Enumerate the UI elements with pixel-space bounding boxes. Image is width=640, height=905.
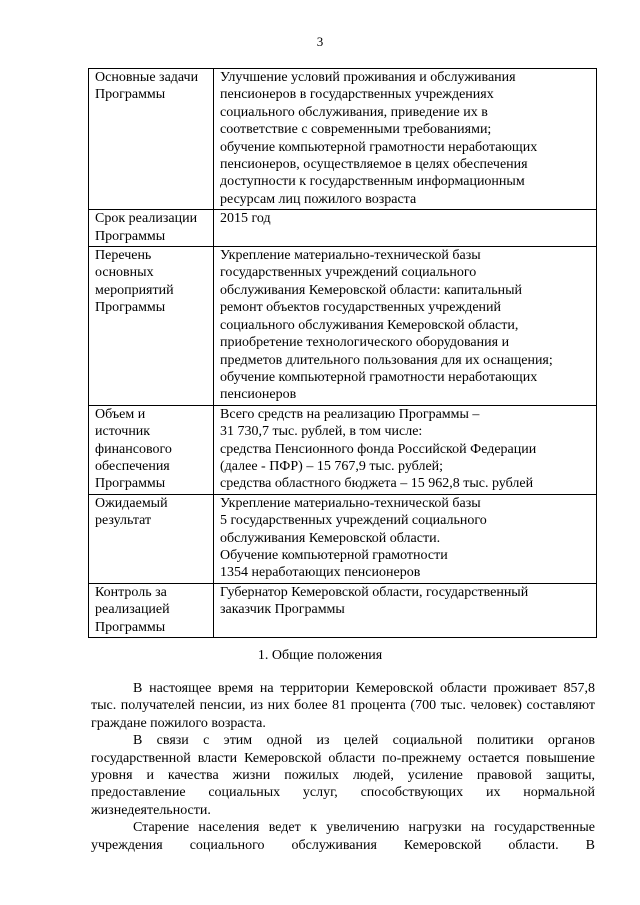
row-content-line: соответствие с современными требованиями; [220,122,492,138]
row-label-line: Программы [95,619,166,635]
paragraph: Старение населения ведет к увеличению нагрузки на государственные учреждения социального обслуживания Кемеровской области. В [91,820,595,853]
table-row [89,494,597,583]
row-content-line: обучение компьютерной грамотности неработающих [220,139,538,155]
row-content-line: (далее - ПФР) – 15 767,9 тыс. рублей; [220,458,444,474]
row-label-cell [89,405,214,494]
row-content-line: ресурсам лиц пожилого возраста [220,191,417,207]
row-content-line: пенсионеров [220,387,297,403]
row-label-line: Объем и [95,406,146,422]
row-content-line: обслуживания Кемеровской области. [220,530,441,546]
page-number: 3 [316,34,324,49]
table-row [89,210,597,247]
section-heading: 1. Общие положения [257,648,383,663]
row-label-cell [89,583,214,637]
table-row [89,69,597,210]
row-label-line: результат [95,513,152,529]
row-label-cell [89,494,214,583]
row-content-line: социального обслуживания, приведение их в [220,104,488,120]
row-content-line: Улучшение условий проживания и обслуживания [220,70,516,85]
row-content-line: пенсионеров в государственных учреждениях [220,87,494,103]
row-label-line: Программы [95,228,166,244]
row-label-line: Программы [95,87,166,103]
row-label-line: Основные задачи [95,70,199,85]
row-content-line: обучение компьютерной грамотности неработающих [220,369,538,385]
table-row [89,583,597,637]
row-content-line: Всего средств на реализацию Программы – [220,406,480,422]
row-label-cell [89,69,214,210]
row-content-line: государственных учреждений социального [220,265,477,281]
row-content-cell [214,583,597,637]
row-content-line: 5 государственных учреждений социального [220,513,487,529]
row-label-line: обеспечения [95,458,170,474]
row-label-cell [89,247,214,406]
row-content-line: пенсионеров, осуществляемое в целях обеспечения [220,157,528,173]
row-label-line: Ожидаемый [95,495,168,511]
row-content-cell [214,69,597,210]
passport-table-body [89,69,597,638]
row-content-cell [214,405,597,494]
row-content-line: Губернатор Кемеровской области, государственный [220,584,529,600]
row-label-line: реализацией [95,602,170,618]
table-row [89,405,597,494]
row-content-cell [214,247,597,406]
row-label-line: основных [95,265,154,281]
row-content-line: Обучение компьютерной грамотности [220,547,448,563]
row-label-line: Контроль за [95,584,167,600]
row-content-line: Укрепление материально-технической базы [220,495,481,511]
row-content-cell [214,210,597,247]
row-content-line: обслуживания Кемеровской области: капитальный [220,282,522,298]
row-label-line: финансового [95,441,172,457]
row-label-line: Срок реализации [95,211,198,227]
row-label-line: мероприятий [95,282,174,298]
table-row [89,247,597,406]
row-content-cell [214,494,597,583]
program-passport-table [88,68,597,638]
row-label-cell [89,210,214,247]
row-label-line: Перечень [95,248,152,264]
row-content-line: 31 730,7 тыс. рублей, в том числе: [220,424,423,440]
row-content-line: социального обслуживания Кемеровской области, [220,317,519,333]
row-content-line: средства Пенсионного фонда Российской Федерации [220,441,537,457]
paragraph: В настоящее время на территории Кемеровской области проживает 857,8 тыс. получателей пенсии, из них более 81 процента (700 тыс. человек) составляют граждане пожилого возраста. [91,681,595,731]
row-content-line: доступности к государственным информационным [220,174,525,190]
row-content-line: предметов длительного пользования для их оснащения; [220,352,553,368]
row-content-line: заказчик Программы [220,602,345,618]
body-text [91,680,595,854]
row-content-line: Укрепление материально-технической базы [220,248,481,264]
row-content-line: ремонт объектов государственных учреждений [220,300,502,316]
row-content-line: 1354 неработающих пенсионеров [220,565,421,581]
row-label-line: Программы [95,476,166,492]
row-label-line: Программы [95,300,166,316]
row-content-line: средства областного бюджета – 15 962,8 тыс. рублей [220,476,534,492]
paragraph: В связи с этим одной из целей социальной политики органов государственной власти Кемеровской области по-прежнему остается повышение уровня и качества жизни пожилых людей, усиление правовой защиты, предоставление социальных услуг, способствующих их нормальной жизнедеятельности. [91,733,595,818]
row-content-line: приобретение технологического оборудования и [220,335,510,351]
row-label-line: источник [95,424,151,440]
row-content-line: 2015 год [220,211,271,227]
